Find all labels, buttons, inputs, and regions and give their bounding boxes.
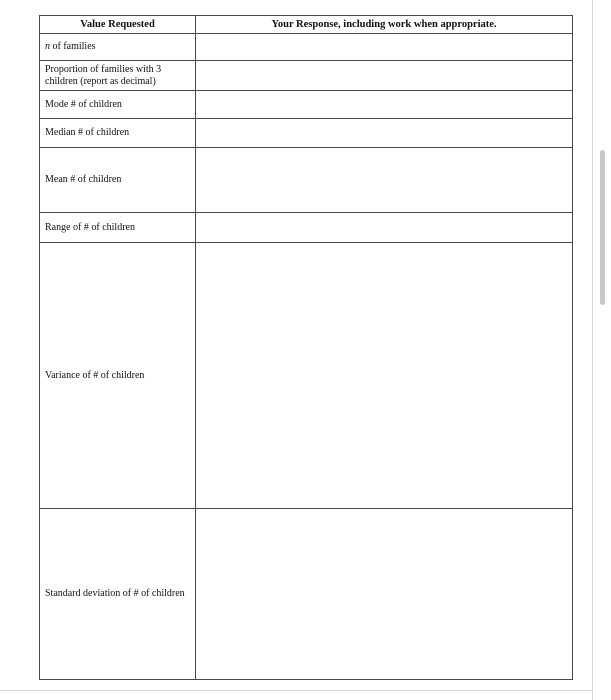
table-row: [40, 119, 573, 148]
response-cell-variance[interactable]: [196, 243, 573, 509]
n-variable: n: [45, 41, 50, 52]
response-cell-n-families[interactable]: [196, 34, 573, 61]
table-row: [40, 61, 573, 91]
table-row: [40, 91, 573, 119]
row-label-std-dev: Standard deviation of # of children: [40, 509, 196, 680]
response-cell-mean[interactable]: [196, 148, 573, 213]
row-label-median: Median # of children: [40, 119, 196, 148]
table-row: [40, 509, 573, 680]
table-row: [40, 213, 573, 243]
row-label-range: Range of # of children: [40, 213, 196, 243]
row-label-n-families: [40, 34, 196, 61]
response-cell-median[interactable]: [196, 119, 573, 148]
n-families-text: of families: [50, 41, 96, 52]
table-row: [40, 243, 573, 509]
response-cell-std-dev[interactable]: [196, 509, 573, 680]
page-edge-right: [592, 0, 593, 700]
row-label-proportion: Proportion of families with 3 children (report as decimal): [40, 61, 196, 91]
row-label-variance: Variance of # of children: [40, 243, 196, 509]
row-label-mean: Mean # of children: [40, 148, 196, 213]
worksheet-table: [39, 15, 573, 680]
page-edge-bottom: [0, 690, 593, 691]
table-row: [40, 34, 573, 61]
header-response: Your Response, including work when appropriate.: [196, 16, 573, 34]
row-label-mode: Mode # of children: [40, 91, 196, 119]
header-row: [40, 16, 573, 34]
table-row: [40, 148, 573, 213]
scrollbar-thumb[interactable]: [600, 150, 605, 305]
response-cell-range[interactable]: [196, 213, 573, 243]
response-cell-mode[interactable]: [196, 91, 573, 119]
response-cell-proportion[interactable]: [196, 61, 573, 91]
header-value-requested: Value Requested: [40, 16, 196, 34]
